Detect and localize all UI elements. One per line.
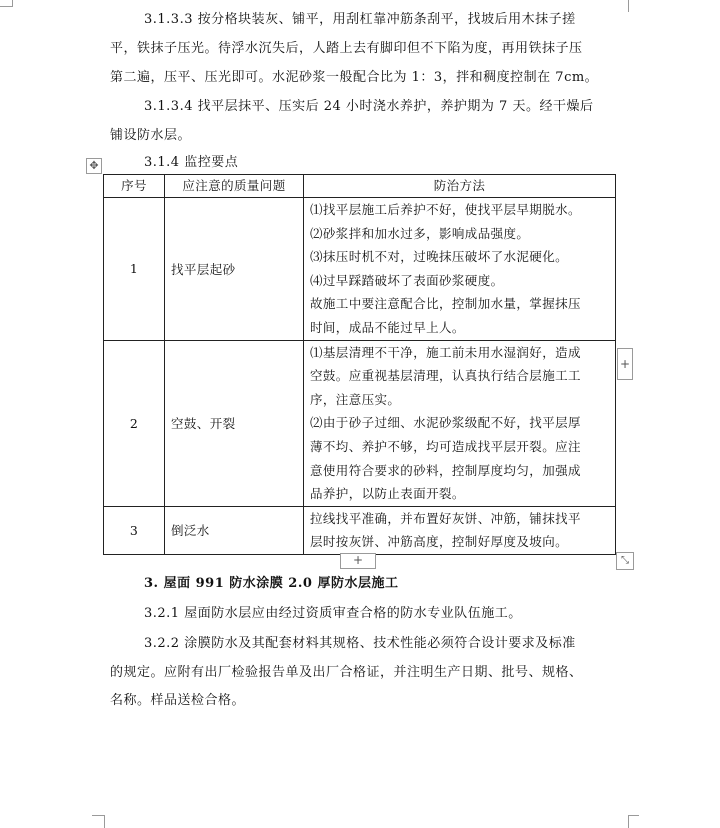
crop-mark-bottom-left bbox=[92, 815, 105, 828]
method-line: 意使用符合要求的砂料，控制厚度均匀，加强成 bbox=[310, 462, 581, 478]
row-1-method bbox=[304, 198, 616, 341]
table-move-handle-icon[interactable]: ✥ bbox=[86, 158, 102, 174]
table-header-row bbox=[104, 175, 616, 198]
method-line: 故施工中要注意配合比，控制加水量，掌握抹压 bbox=[310, 296, 581, 312]
table-row bbox=[104, 506, 616, 554]
section-heading-3: 3. 屋面 991 防水涂膜 2.0 厚防水层施工 bbox=[144, 576, 399, 591]
table-row bbox=[104, 340, 616, 506]
row-2-issue: 空鼓、开裂 bbox=[165, 340, 304, 506]
paragraph-3-2-1: 3.2.1 屋面防水层应由经过资质审查合格的防水专业队伍施工。 bbox=[144, 606, 522, 621]
header-method: 防治方法 bbox=[304, 175, 616, 198]
paragraph-3-2-2-line2: 的规定。应附有出厂检验报告单及出厂合格证，并注明生产日期、批号、规格、 bbox=[110, 665, 583, 680]
method-line: 拉线找平准确，并布置好灰饼、冲筋，铺抹找平 bbox=[310, 510, 581, 526]
row-3-no: 3 bbox=[104, 506, 165, 554]
crop-mark-top-left bbox=[0, 0, 13, 7]
header-issue: 应注意的质量问题 bbox=[165, 175, 304, 198]
quality-control-table bbox=[103, 174, 616, 555]
subheading-3-1-4: 3.1.4 监控要点 bbox=[144, 155, 239, 170]
paragraph-3-1-3-4-line1: 3.1.3.4 找平层抹平、压实后 24 小时浇水养护，养护期为 7 天。经干燥后 bbox=[144, 99, 594, 114]
method-line: 层时按灰饼、冲筋高度，控制好厚度及坡向。 bbox=[310, 534, 569, 550]
header-seq: 序号 bbox=[104, 175, 165, 198]
row-3-issue: 倒泛水 bbox=[165, 506, 304, 554]
method-line: ⑵由于砂子过细、水泥砂浆级配不好，找平层厚 bbox=[310, 415, 581, 431]
paragraph-3-1-3-4-line2: 铺设防水层。 bbox=[110, 128, 192, 143]
method-line: 品养护，以防止表面开裂。 bbox=[310, 486, 465, 502]
row-2-method bbox=[304, 340, 616, 506]
paragraph-3-1-3-3-line1: 3.1.3.3 按分格块装灰、铺平，用刮杠靠冲筋条刮平，找坡后用木抹子搓 bbox=[144, 12, 576, 27]
method-line: 时间，成品不能过早上人。 bbox=[310, 319, 465, 335]
method-line: ⑴找平层施工后养护不好，使找平层早期脱水。 bbox=[310, 202, 581, 217]
method-line: ⑶抹压时机不对，过晚抹压破坏了水泥硬化。 bbox=[310, 249, 569, 265]
table-resize-icon[interactable]: ⤡ bbox=[616, 552, 634, 570]
method-line: ⑷过早踩踏破坏了表面砂浆硬度。 bbox=[310, 272, 504, 288]
paragraph-3-2-2-line1: 3.2.2 涂膜防水及其配套材料其规格、技术性能必须符合设计要求及标准 bbox=[144, 636, 576, 651]
table-row bbox=[104, 198, 616, 341]
paragraph-3-1-3-3-line2: 平，铁抹子压光。待浮水沉失后，人踏上去有脚印但不下陷为度，再用铁抹子压 bbox=[110, 41, 583, 56]
method-line: 序，注意压实。 bbox=[310, 391, 401, 407]
row-2-no: 2 bbox=[104, 340, 165, 506]
add-column-plus-icon[interactable]: + bbox=[617, 348, 633, 380]
row-3-method bbox=[304, 506, 616, 554]
method-line: 空鼓。应重视基层清理，认真执行结合层施工工 bbox=[310, 368, 581, 384]
paragraph-3-2-2-line3: 名称。样品送检合格。 bbox=[110, 693, 246, 708]
row-1-issue: 找平层起砂 bbox=[165, 198, 304, 341]
method-line: 薄不均、养护不够，均可造成找平层开裂。应注 bbox=[310, 438, 581, 454]
add-row-plus-icon[interactable]: + bbox=[340, 553, 376, 569]
row-1-no: 1 bbox=[104, 198, 165, 341]
paragraph-3-1-3-3-line3: 第二遍，压平、压光即可。水泥砂浆一般配合比为 1：3，拌和稠度控制在 7cm。 bbox=[110, 70, 599, 85]
method-line: ⑴基层清理不干净，施工前未用水湿润好，造成 bbox=[310, 344, 581, 360]
crop-mark-bottom-right bbox=[628, 815, 639, 828]
method-line: ⑵砂浆拌和加水过多，影响成品强度。 bbox=[310, 225, 530, 241]
